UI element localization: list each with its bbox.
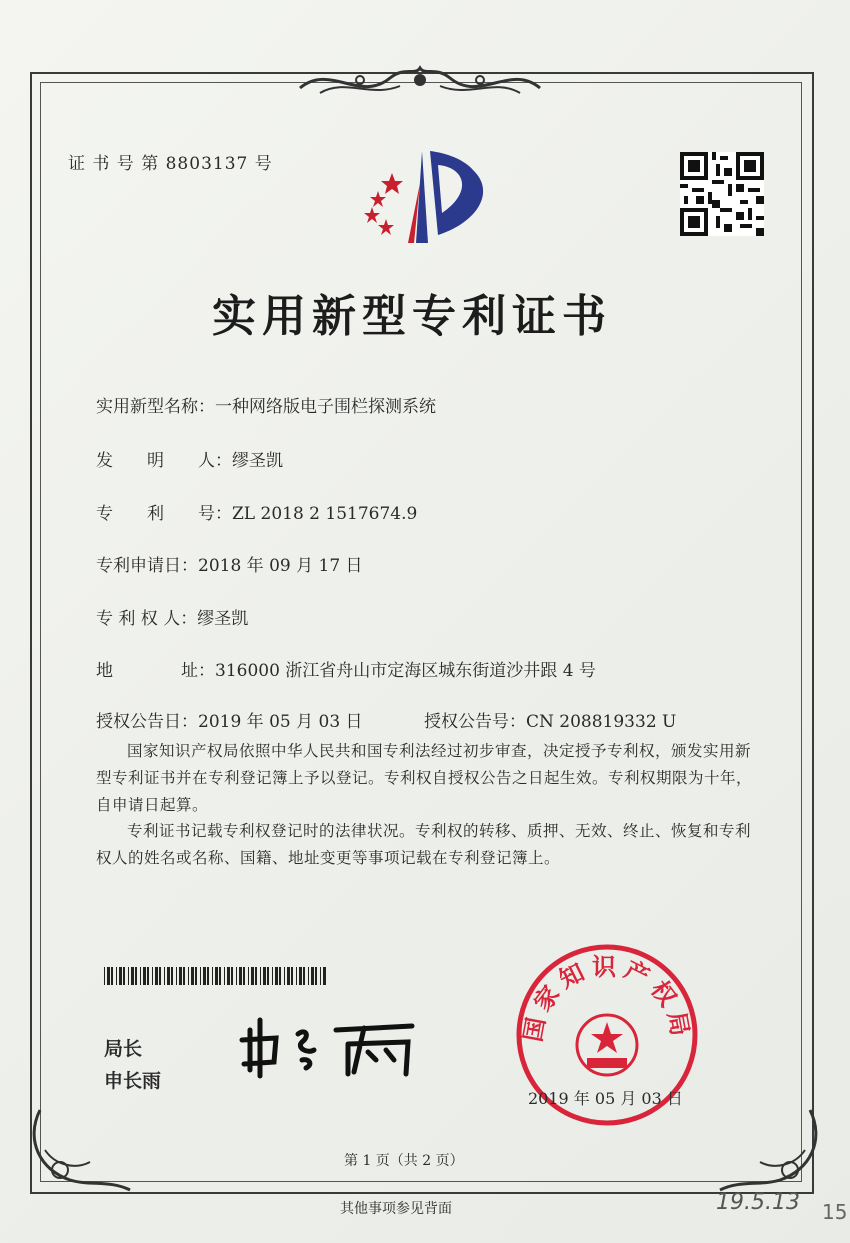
patent-number-row xyxy=(96,499,417,524)
grant-number-value: CN 208819332 U xyxy=(526,712,677,732)
grant-date-row xyxy=(96,707,363,732)
grant-number-row xyxy=(424,707,676,732)
inventor-label: 发 明 人： xyxy=(96,451,232,471)
address-row xyxy=(96,656,596,681)
patentee-value: 缪圣凯 xyxy=(197,609,249,629)
patent-number-label: 专 利 号： xyxy=(96,504,232,524)
utility-model-name-row xyxy=(96,392,436,417)
seal-date: 2019 年 05 月 03 日 xyxy=(528,1089,683,1108)
official-title: 局长 xyxy=(104,1038,143,1060)
grant-number-label: 授权公告号： xyxy=(424,712,526,732)
filing-date-row xyxy=(96,551,363,576)
address-label: 地 址： xyxy=(96,661,215,681)
address-value: 316000 浙江省舟山市定海区城东街道沙井跟 4 号 xyxy=(215,661,596,681)
footer-note: 其他事项参见背面 xyxy=(340,1201,452,1217)
handwritten-number: 15 xyxy=(822,1200,848,1224)
grant-date-label: 授权公告日： xyxy=(96,712,198,732)
seal-text: 国家知识产权局 xyxy=(518,953,696,1044)
bottom-right-ornament xyxy=(710,1100,830,1200)
cnipa-logo-icon xyxy=(356,143,496,253)
patent-number-value: ZL 2018 2 1517674.9 xyxy=(232,504,418,524)
patentee-label: 专 利 权 人： xyxy=(96,609,198,629)
inventor-value: 缪圣凯 xyxy=(232,451,283,471)
director-signature xyxy=(236,1010,436,1080)
barcode-icon xyxy=(104,967,326,985)
legal-status-paragraph: 专利证书记载专利权登记时的法律状况。专利权的转移、质押、无效、终止、恢复和专利权人的姓名或名称、国籍、地址变更等事项记载在专利登记簿上。 xyxy=(96,822,752,867)
utility-model-name-value: 一种网络版电子围栏探测系统 xyxy=(215,397,436,417)
page-info: 第 1 页（共 2 页） xyxy=(344,1153,464,1169)
official-name: 申长雨 xyxy=(104,1070,162,1092)
handwritten-date: 19.5.13 xyxy=(716,1190,800,1215)
patentee-row xyxy=(96,604,248,629)
grant-statement-paragraph: 国家知识产权局依照中华人民共和国专利法经过初步审查，决定授予专利权，颁发实用新型专利证书并在专利登记簿上予以登记。专利权自授权公告之日起生效。专利权期限为十年，自申请日起算。 xyxy=(96,742,753,814)
bottom-left-ornament xyxy=(20,1100,140,1200)
inventor-row xyxy=(96,446,283,471)
utility-model-name-label: 实用新型名称： xyxy=(96,397,215,417)
grant-date-value: 2019 年 05 月 03 日 xyxy=(198,712,363,732)
top-ornament xyxy=(290,58,550,108)
qr-code-icon xyxy=(680,152,764,236)
filing-date-label: 专利申请日： xyxy=(96,556,198,576)
certificate-number: 证 书 号 第 8803137 号 xyxy=(68,154,273,174)
certificate-title: 实用新型专利证书 xyxy=(212,291,612,342)
filing-date-value: 2018 年 09 月 17 日 xyxy=(198,556,363,576)
